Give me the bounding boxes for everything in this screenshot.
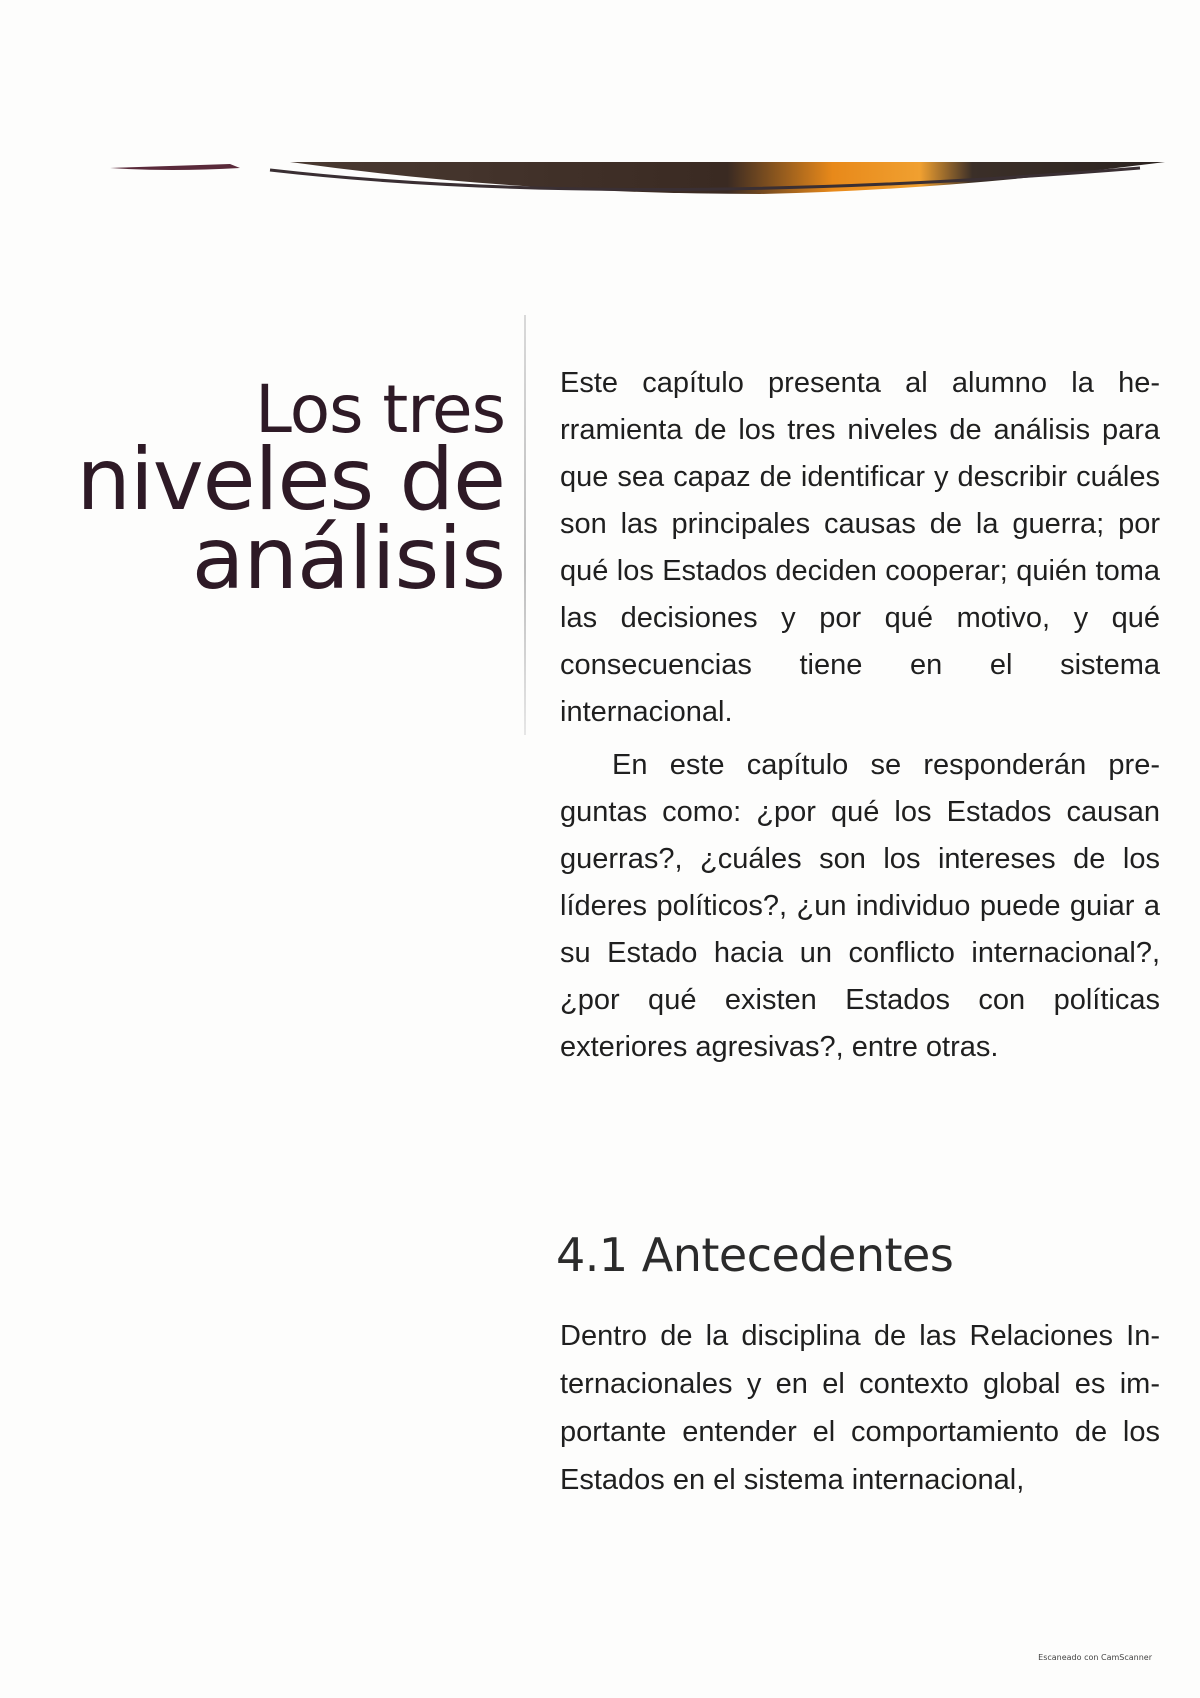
chapter-title [60,371,505,609]
banner-left-swoosh [110,164,240,170]
section-paragraph-1: Dentro de la disciplina de las Relaciones Internacionales y en el contexto global es importante entender el comportamiento de los Estados en el sistema internacional, [560,1320,1160,1496]
section-heading: 4.1 Antecedentes [556,1228,954,1282]
chapter-title-line-2: niveles de [76,429,505,530]
intro-paragraph-1: Este capítulo presenta al alumno la herramienta de los tres niveles de análisis para que sea capaz de identificar y describir cuáles son las principales causas de la guerra; por qué los Estados deciden cooperar; quién toma las decisiones y por qué motivo, y qué consecuencias tiene en el sistema internacional. [560,367,1160,728]
header-banner-image [0,150,1200,220]
scanner-stamp: Escaneado con CamScanner [1038,1653,1152,1662]
chapter-title-line-3: análisis [191,508,505,609]
intro-paragraph-2: En este capítulo se responderán preguntas como: ¿por qué los Estados causan guerras?, ¿cuáles son los intereses de los líderes políticos?, ¿un individuo puede guiar a su Estado hacia un conflicto internacional?, ¿por qué existen Estados con políticas exteriores agresivas?, entre otras. [560,749,1160,1063]
column-divider [524,315,526,735]
intro-text [560,360,1160,1071]
chapter-title-line-1: Los tres [255,371,505,448]
